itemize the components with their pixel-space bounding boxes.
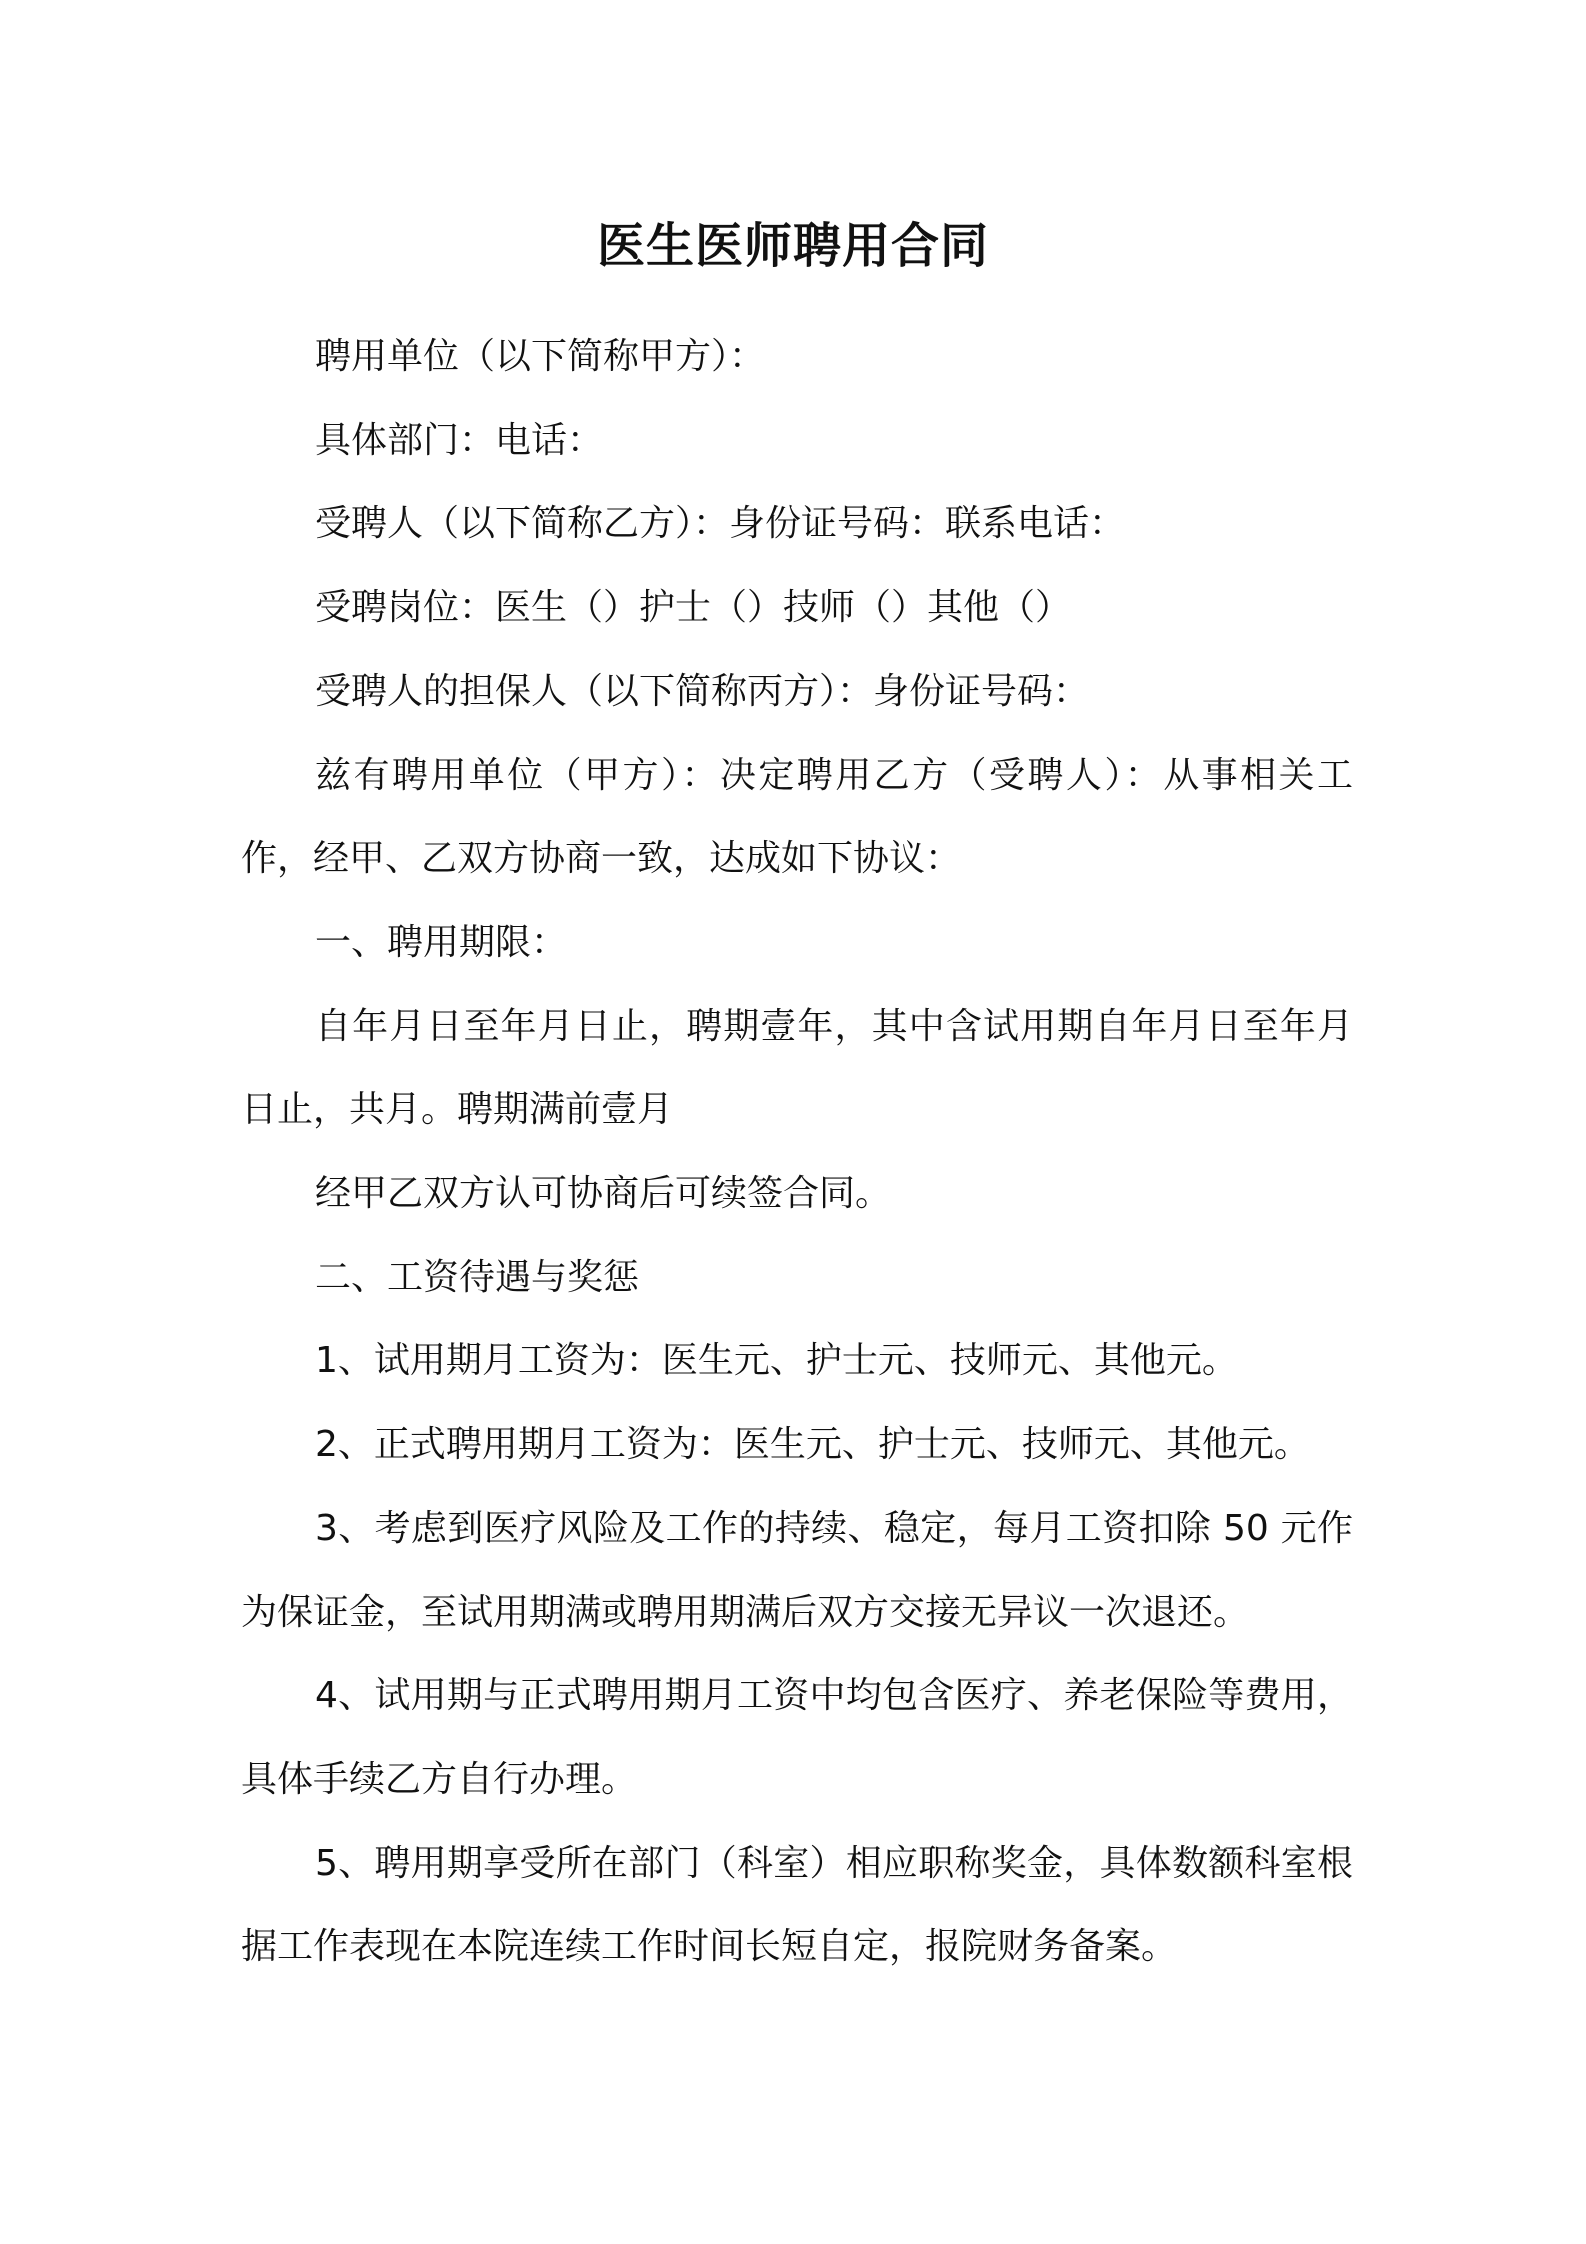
document-title: 医生医师聘用合同	[596, 218, 989, 274]
clause-4: 4、试用期与正式聘用期月工资中均包含医疗、养老保险等费用，具体手续乙方自行办理。	[241, 1675, 1353, 1800]
paragraph-position: 受聘岗位：医生（）护士（）技师（）其他（）	[315, 587, 1072, 629]
paragraph-term-renewal: 经甲乙双方认可协商后可续签合同。	[315, 1173, 892, 1215]
clause-2: 2、正式聘用期月工资为：医生元、护士元、技师元、其他元。	[315, 1424, 1310, 1466]
paragraph-agreement-intro: 兹有聘用单位（甲方）：决定聘用乙方（受聘人）：从事相关工作，经甲、乙双方协商一致，达成如下协议：	[241, 754, 1353, 880]
paragraph-term-period: 自年月日至年月日止，聘期壹年，其中含试用期自年月日至年月日止，共月。聘期满前壹月	[241, 1005, 1353, 1131]
paragraph-employer: 聘用单位（以下简称甲方）：	[315, 336, 766, 377]
section-heading-salary: 二、工资待遇与奖惩	[315, 1256, 640, 1298]
clause-1: 1、试用期月工资为：医生元、护士元、技师元、其他元。	[315, 1340, 1238, 1382]
section-heading-term: 一、聘用期限：	[315, 921, 568, 963]
document-body	[241, 315, 1353, 1989]
clause-3: 3、考虑到医疗风险及工作的持续、稳定，每月工资扣除 50 元作为保证金，至试用期满或聘用期满后双方交接无异议一次退还。	[241, 1507, 1353, 1633]
paragraph-department: 具体部门：电话：	[315, 419, 604, 461]
clause-5: 5、聘用期享受所在部门（科室）相应职称奖金，具体数额科室根据工作表现在本院连续工作时间长短自定，报院财务备案。	[241, 1842, 1353, 1968]
paragraph-guarantor: 受聘人的担保人（以下简称丙方）：身份证号码：	[315, 670, 1090, 712]
paragraph-employee: 受聘人（以下简称乙方）：身份证号码：联系电话：	[315, 503, 1126, 545]
